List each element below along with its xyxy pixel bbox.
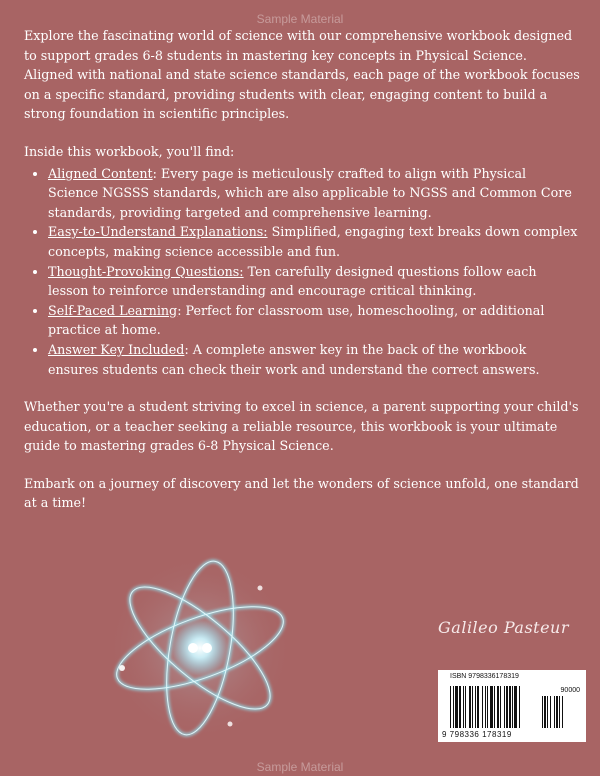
feature-sep: :: [177, 302, 186, 318]
feature-text: Simplified, engaging text breaks down complex concepts, making science accessible and fun.: [48, 224, 578, 259]
feature-item: [48, 262, 580, 301]
feature-item: [48, 340, 580, 379]
isbn-label: ISBN 9798336178319: [450, 673, 519, 680]
feature-text: A complete answer key in the back of the workbook ensures students can check their work and understand the correct answers.: [48, 341, 540, 377]
closing-paragraph: Whether you're a student striving to excel in science, a parent supporting your child's education, or a teacher seeking a reliable resource, this workbook is your ultimate guide to mastering grades 6-8 Physical Science.: [24, 399, 579, 454]
feature-term: Answer Key Included: [48, 341, 185, 357]
isbn-digits: 9 798336 178319: [442, 730, 512, 739]
list-intro: Inside this workbook, you'll find:: [24, 143, 235, 159]
feature-sep: :: [184, 341, 193, 357]
watermark-top: Sample Material: [256, 12, 344, 26]
barcode-bars: [448, 682, 576, 730]
intro-paragraph: Explore the fascinating world of science with our comprehensive workbook designed to support grades 6-8 students in mastering key concepts in Physical Science. Aligned with national and state science standards, each page of the workbook focuses on a specific standard, providing students with clear, engaging content to build a strong foundation in scientific principles.: [24, 28, 580, 122]
author-signature: Galileo Pasteur: [438, 618, 570, 637]
feature-sep: :: [152, 165, 161, 181]
price-code: 90000: [560, 687, 580, 694]
feature-item: [48, 301, 580, 340]
description: [24, 26, 580, 531]
feature-term: Easy-to-Understand Explanations:: [48, 224, 268, 240]
feature-list: [24, 164, 580, 380]
watermark-bottom: Sample Material: [256, 760, 344, 774]
feature-text: Ten carefully designed questions follow each lesson to reinforce understanding and encourage critical thinking.: [48, 263, 537, 299]
feature-term: Thought-Provoking Questions:: [48, 263, 244, 279]
feature-term: Aligned Content: [48, 165, 153, 181]
final-paragraph: Embark on a journey of discovery and let the wonders of science unfold, one standard at a time!: [24, 475, 579, 511]
feature-item: [48, 164, 580, 223]
feature-item: [48, 222, 580, 261]
feature-term: Self-Paced Learning: [48, 302, 178, 318]
atom-illustration-icon: [100, 548, 300, 748]
feature-text: Every page is meticulously crafted to align with Physical Science NGSSS standards, which are also applicable to NGSS and Common Core standards, providing targeted and comprehensive learning.: [48, 165, 572, 220]
isbn-barcode: [438, 670, 586, 742]
feature-text: Perfect for classroom use, homeschooling, or additional practice at home.: [48, 302, 545, 338]
